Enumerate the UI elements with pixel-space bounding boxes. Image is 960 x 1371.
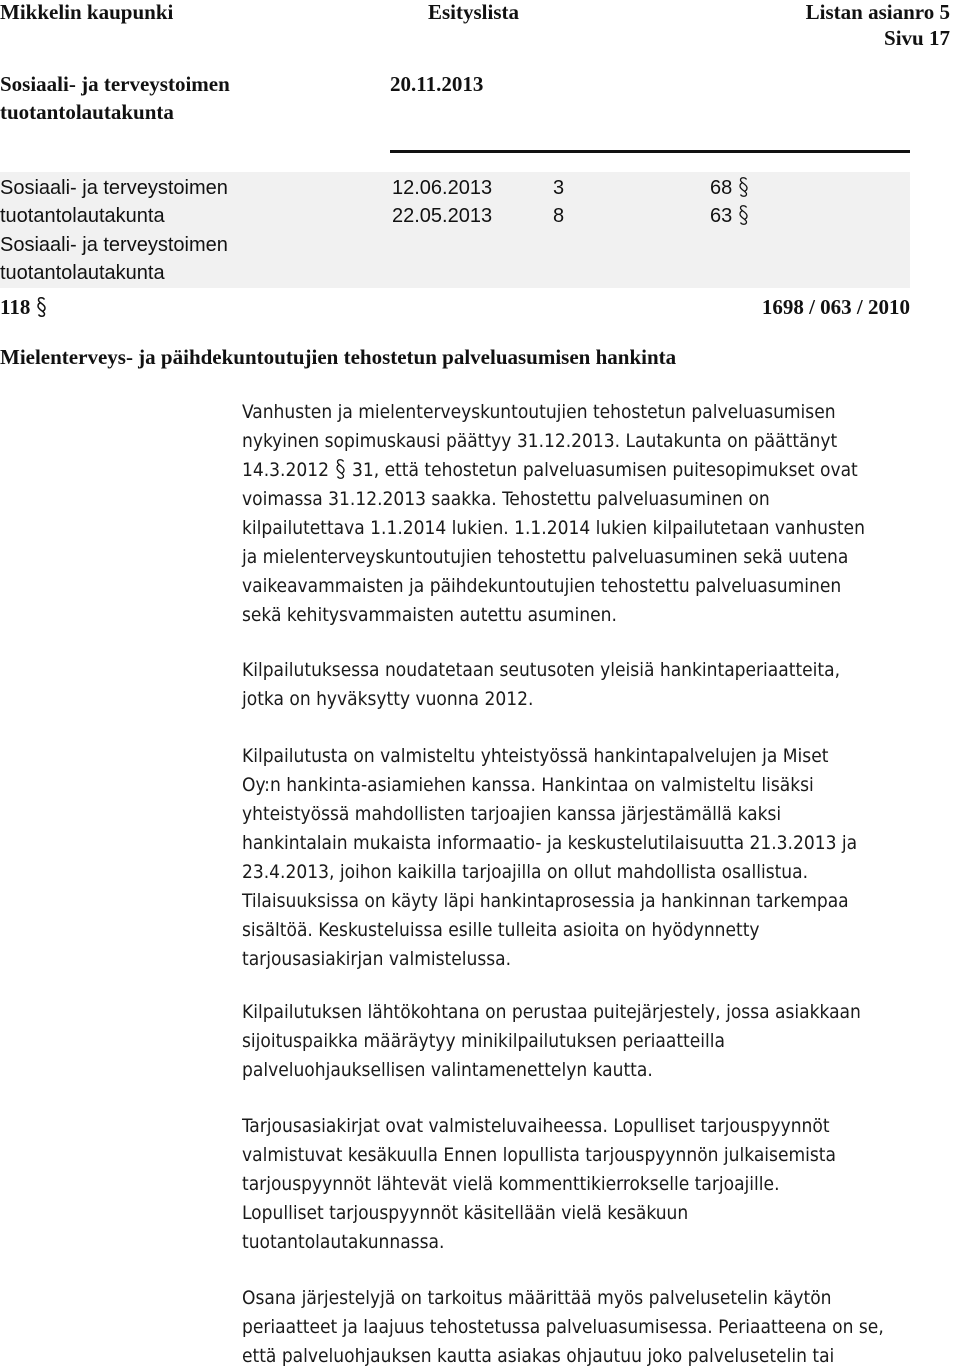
history-item: 8 [553,205,565,227]
body-paragraph-6: Osana järjestelyjä on tarkoitus määrittää myös palvelusetelin käytön periaatteet ja laajuus tehostetussa palveluasumisessa. Periaatteena on se, että palveluohjauksen kautta asiakas ohjautuu joko palvelusetelin tai [242,1287,884,1367]
body-paragraph-4: Kilpailutuksen lähtökohtana on perustaa puitejärjestely, jossa asiakkaan sijoituspaikka määräytyy minikilpailutuksen periaatteilla palveluohjauksellisen valintamenettelyn kautta. [242,1001,861,1081]
section-sign-icon [738,204,749,226]
list-item-number: Listan asianro 5 [805,0,950,24]
header-divider [390,150,910,153]
history-section-number: 63 [710,205,733,227]
diary-number: 1698 / 063 / 2010 [761,295,910,319]
history-section-number: 68 [710,177,733,199]
history-board-extra: Sosiaali- ja terveystoimen [0,234,228,256]
case-section-value: 118 [0,295,31,319]
board-name-line1: Sosiaali- ja terveystoimen [0,72,230,96]
history-board: tuotantolautakunta [0,205,165,227]
case-section-number [0,295,47,319]
section-sign-icon [738,176,749,198]
history-item: 3 [553,177,565,199]
page-number: Sivu 17 [884,26,950,50]
case-title: Mielenterveys- ja päihdekuntoutujien tehostetun palveluasumisen hankinta [0,345,677,369]
body-paragraph-2: Kilpailutuksessa noudatetaan seutusoten yleisiä hankintaperiaatteita, jotka on hyväksytty vuonna 2012. [242,659,841,710]
history-date: 22.05.2013 [392,205,493,227]
body-paragraph-1-part-a: Vanhusten ja mielenterveyskuntoutujien tehostetun palveluasumisen nykyinen sopimuskausi päättyy 31.12.2013. Lautakunta on päättänyt 14.3.2012 [242,401,838,481]
section-sign-icon [36,296,47,318]
meeting-date: 20.11.2013 [390,72,484,96]
body-paragraph-1 [242,398,960,630]
history-date: 12.06.2013 [392,177,493,199]
body-paragraph-1-part-b: , että tehostetun palveluasumisen puitesopimukset ovat voimassa 31.12.2013 saakka. Tehostettu palveluasuminen on kilpailutettava 1.1.2014 lukien. 1.1.2014 lukien kilpailutetaan vanhusten ja mielenterveyskuntoutujien tehostettu palveluasuminen sekä uutena vaikeavammaisten ja päihdekuntoutujien tehostettu palveluasuminen sekä kehitysvammaisten autettu asuminen. [242,459,865,626]
city-name: Mikkelin kaupunki [0,0,174,24]
document-type: Esityslista [428,0,520,24]
section-sign-icon [335,458,346,480]
body-paragraph-1-section-ref: 31 [351,459,374,481]
history-section [710,204,749,228]
body-paragraph-3: Kilpailutusta on valmisteltu yhteistyössä hankintapalvelujen ja Miset Oy:n hankinta-asiamiehen kanssa. Hankintaa on valmisteltu lisäksi yhteistyössä mahdollisten tarjoajien kanssa järjestämällä kaksi hankintalain mukaista informaatio- ja keskustelutilaisuutta 21.3.2013 ja 23.4.2013, joihon kaikilla tarjoajilla on ollut mahdollista osallistua. Tilaisuuksissa on käyty läpi hankintaprosessia ja hankinnan tarkempaa sisältöä. Keskusteluissa esille tulleita asioita on hyödynnetty tarjousasiakirjan valmistelussa. [242,745,858,970]
history-board-extra: tuotantolautakunta [0,262,165,284]
body-paragraph-5: Tarjousasiakirjat ovat valmisteluvaiheessa. Lopulliset tarjouspyynnöt valmistuvat kesäkuulla Ennen lopullista tarjouspyynnön julkaisemista tarjouspyynnöt lähtevät vielä kommenttikierrokselle tarjoajille. Lopulliset tarjouspyynnöt käsitellään vielä kesäkuun tuotantolautakunnassa. [242,1115,836,1253]
history-board: Sosiaali- ja terveystoimen [0,177,228,199]
history-section [710,176,749,200]
board-name-line2: tuotantolautakunta [0,100,174,124]
